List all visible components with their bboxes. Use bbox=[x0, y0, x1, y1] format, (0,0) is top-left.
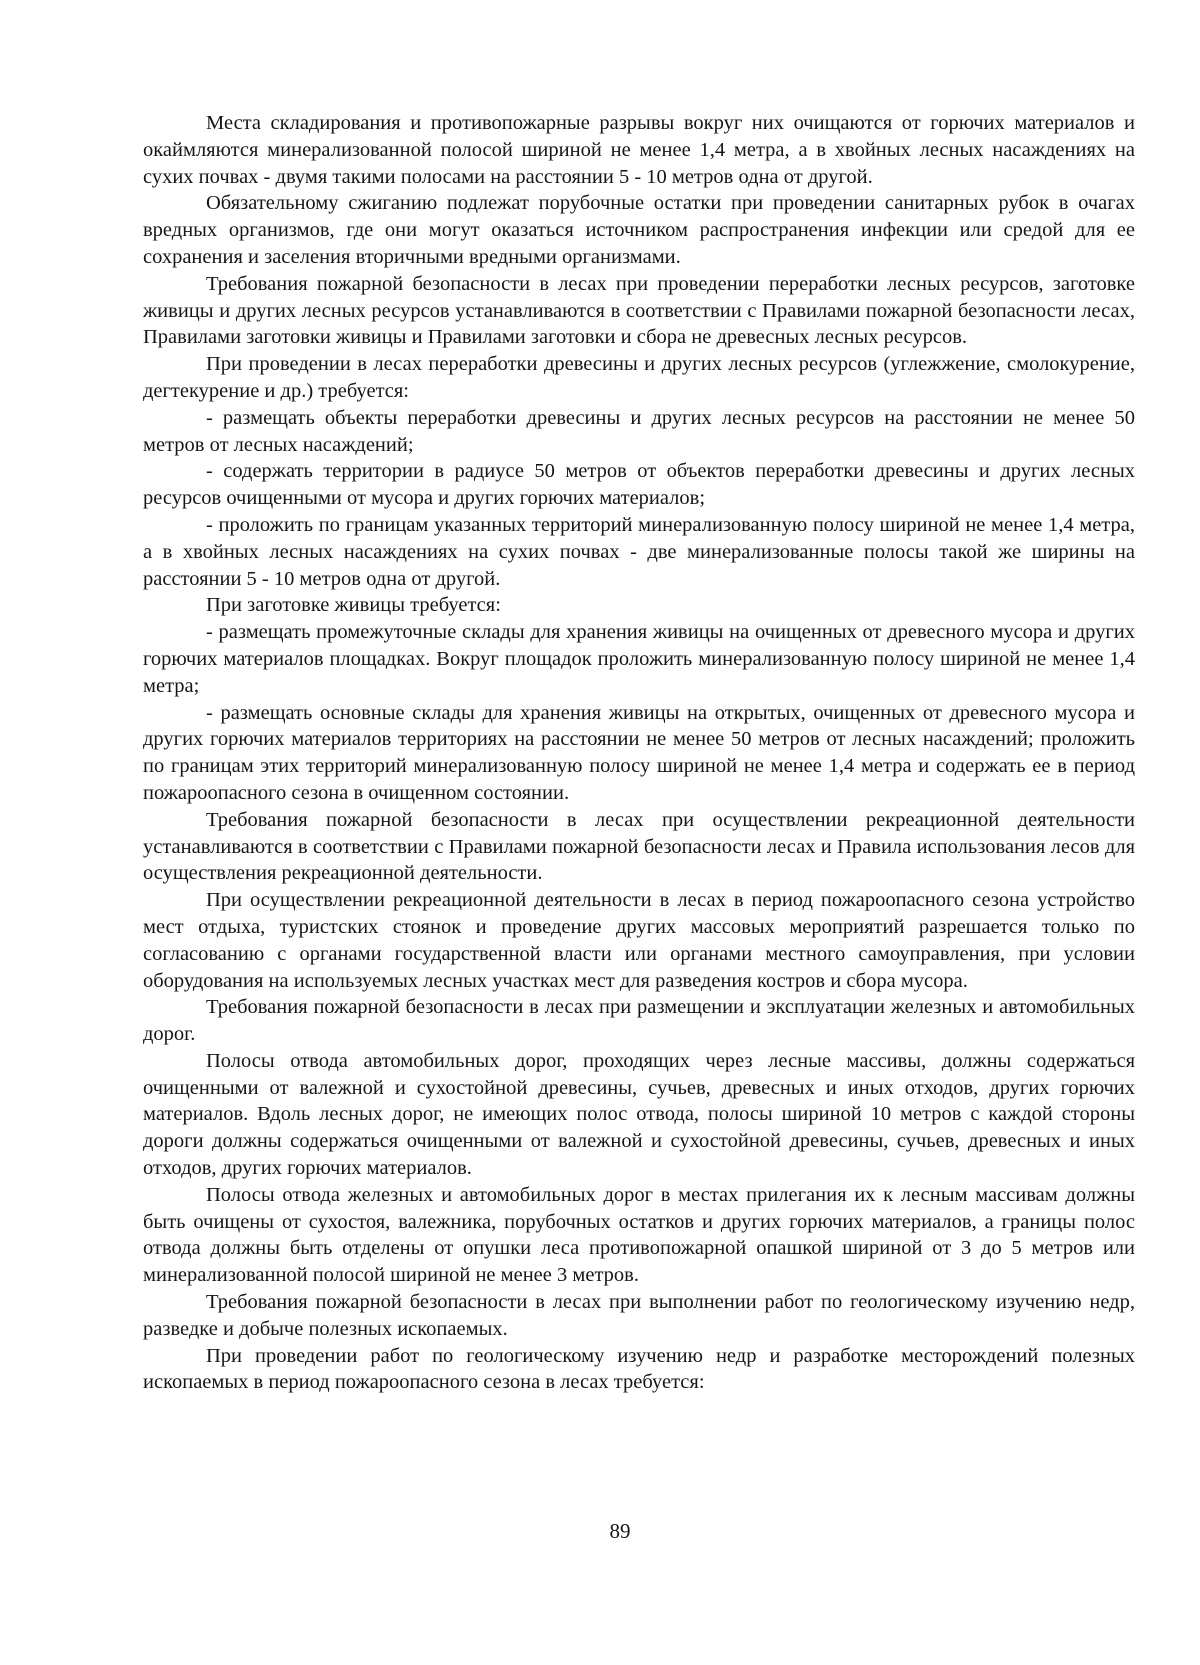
page-body bbox=[143, 110, 1135, 1396]
paragraph-mandatory-burning: Обязательному сжиганию подлежат порубочные остатки при проведении санитарных рубок в очагах вредных организмов, где они могут оказаться источником распространения инфекции или средой для ее сохранения и заселения вторичными вредными организмами. bbox=[143, 192, 1135, 268]
page-number: 89 bbox=[609, 1519, 631, 1543]
list-item: - размещать объекты переработки древесины и других лесных ресурсов на расстоянии не менее 50 метров от лесных насаждений; bbox=[143, 406, 1135, 456]
paragraph-geology-intro: При проведении работ по геологическому изучению недр и разработке месторождений полезных ископаемых в период пожароопасного сезона в лесах требуется: bbox=[143, 1344, 1135, 1394]
paragraph-processing-requirements: Требования пожарной безопасности в лесах при проведении переработки лесных ресурсов, заготовке живицы и других лесных ресурсов устанавливаются в соответствии с Правилами пожарной безопасности лесах, Правилами заготовки живицы и Правилами заготовки и сбора не древесных лесных ресурсов. bbox=[143, 272, 1135, 349]
paragraph-roads-heading: Требования пожарной безопасности в лесах при размещении и эксплуатации железных и автомобильных дорог. bbox=[143, 996, 1135, 1046]
paragraph-recreation-requirements: Требования пожарной безопасности в лесах при осуществлении рекреационной деятельности устанавливаются в соответствии с Правилами пожарной безопасности лесах и Правила использования лесов для осуществления рекреационной деятельности. bbox=[143, 808, 1135, 885]
paragraph-road-strips: Полосы отвода автомобильных дорог, проходящих через лесные массивы, должны содержаться очищенными от валежной и сухостойной древесины, сучьев, древесных и иных отходов, других горючих материалов. Вдоль лесных дорог, не имеющих полос отвода, полосы шириной 10 метров с каждой стороны дороги должны содержаться очищенными от валежной и сухостойной древесины, сучьев, древесных и иных отходов, других горючих материалов. bbox=[143, 1049, 1135, 1180]
paragraph-railway-strips: Полосы отвода железных и автомобильных дорог в местах прилегания их к лесным массивам должны быть очищены от сухостоя, валежника, порубочных остатков и других горючих материалов, а границы полос отвода должны быть отделены от опушки леса противопожарной опашкой шириной от 3 до 5 метров или минерализованной полосой шириной не менее 3 метров. bbox=[143, 1183, 1135, 1287]
paragraph-geology-heading: Требования пожарной безопасности в лесах при выполнении работ по геологическому изучению недр, разведке и добыче полезных ископаемых. bbox=[143, 1291, 1135, 1340]
list-item: - проложить по границам указанных территорий минерализованную полосу шириной не менее 1,4 метра, а в хвойных лесных насаждениях на сухих почвах - две минерализованные полосы такой же ширины на расстоянии 5 - 10 метров одна от другой. bbox=[143, 513, 1135, 590]
list-item: - содержать территории в радиусе 50 метров от объектов переработки древесины и других лесных ресурсов очищенными от мусора и других горючих материалов; bbox=[143, 460, 1135, 510]
paragraph-recreation-rules: При осуществлении рекреационной деятельности в лесах в период пожароопасного сезона устройство мест отдыха, туристских стоянок и проведение других массовых мероприятий разрешается только по согласованию с органами государственной власти или органами местного самоуправления, при условии оборудования на используемых лесных участках мест для разведения костров и сбора мусора. bbox=[143, 889, 1135, 992]
list-item: - размещать основные склады для хранения живицы на открытых, очищенных от древесного мусора и других горючих материалов территориях на расстоянии не менее 50 метров от лесных насаждений; проложить по границам этих территорий минерализованную полосу шириной не менее 1,4 метра и содержать ее в период пожароопасного сезона в очищенном состоянии. bbox=[143, 701, 1135, 804]
list-item: - размещать промежуточные склады для хранения живицы на очищенных от древесного мусора и других горючих материалов площадках. Вокруг площадок проложить минерализованную полосу шириной не менее 1,4 метра; bbox=[143, 621, 1135, 697]
paragraph-processing-intro: При проведении в лесах переработки древесины и других лесных ресурсов (углежжение, смолокурение, дегтекурение и др.) требуется: bbox=[143, 353, 1135, 402]
paragraph-storage-sites: Места складирования и противопожарные разрывы вокруг них очищаются от горючих материалов и окаймляются минерализованной полосой шириной не менее 1,4 метра, а в хвойных лесных насаждениях на сухих почвах - двумя такими полосами на расстоянии 5 - 10 метров одна от другой. bbox=[143, 112, 1135, 188]
paragraph-resin-intro: При заготовке живицы требуется: bbox=[206, 594, 501, 617]
